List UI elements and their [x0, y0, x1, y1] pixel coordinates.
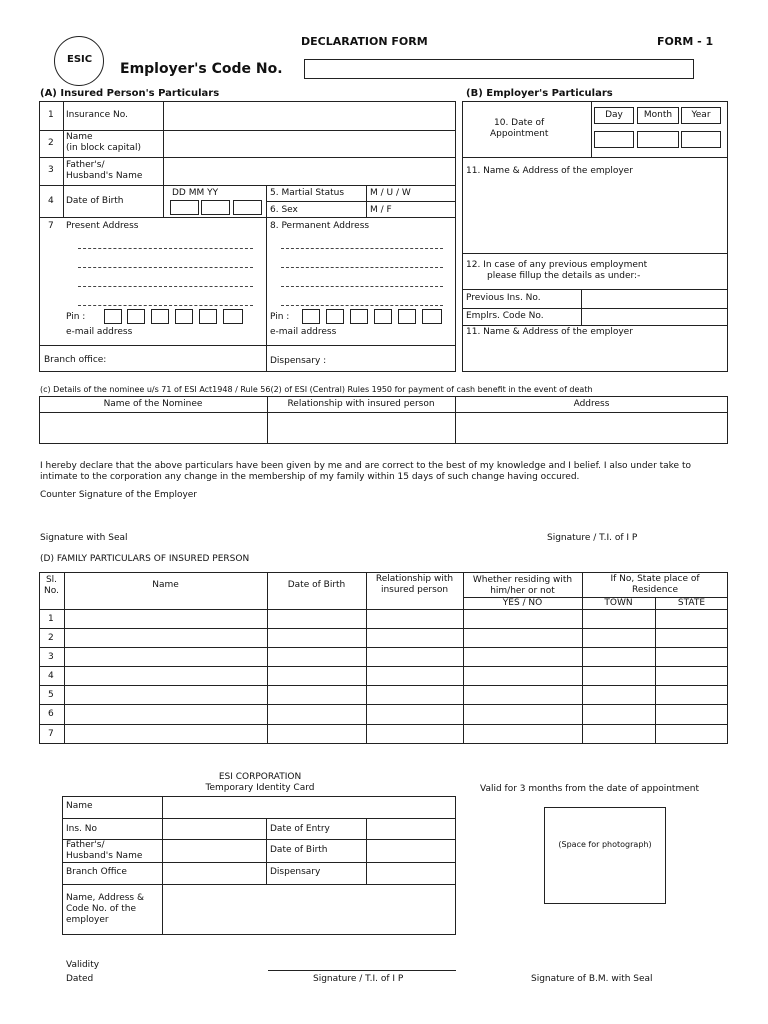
doa-month-header: Month: [637, 107, 679, 124]
nominee-relationship-header: Relationship with insured person: [287, 399, 435, 409]
signature-ip-label: Signature / T.I. of I P: [547, 533, 638, 543]
card-dispensary-field[interactable]: [367, 863, 455, 884]
state-header: STATE: [677, 598, 706, 608]
dob-label: Date of Birth: [66, 196, 124, 206]
doa-day-box[interactable]: [594, 131, 634, 148]
residing-header-2: him/her or not: [490, 586, 555, 596]
permanent-address-line[interactable]: [281, 305, 443, 306]
previous-ins-label: Previous Ins. No.: [466, 293, 541, 303]
previous-ins-field[interactable]: [582, 290, 727, 308]
row-num-7: 7: [48, 221, 54, 231]
card-dob-field[interactable]: [367, 840, 455, 862]
father-label: Father's/: [66, 160, 105, 170]
doa-day-header: Day: [594, 107, 634, 124]
employer-name-address-field[interactable]: [463, 178, 727, 252]
card-dob-label: Date of Birth: [270, 845, 328, 855]
previous-employment-label: 12. In case of any previous employment: [466, 260, 648, 270]
employer-code-field[interactable]: [582, 309, 727, 325]
card-employer-label-2: Code No. of the: [66, 904, 137, 914]
section-d-title: (D) FAMILY PARTICULARS OF INSURED PERSON: [40, 554, 250, 564]
doa-label-sub: Appointment: [490, 129, 549, 139]
dob-yy-box[interactable]: [233, 200, 262, 215]
permanent-pin-box[interactable]: [374, 309, 392, 324]
card-employer-field[interactable]: [163, 885, 455, 934]
town-header: TOWN: [604, 598, 633, 608]
family-row-num: 7: [48, 729, 54, 739]
present-address-line[interactable]: [78, 267, 253, 268]
logo-text: ESIC: [67, 54, 93, 65]
yes-no-header: YES / NO: [502, 598, 543, 608]
permanent-email-label: e-mail address: [270, 327, 337, 337]
card-father-label: Father's/: [66, 840, 105, 850]
card-entry-field[interactable]: [367, 819, 455, 839]
family-row-num: 3: [48, 652, 54, 662]
section-b-title: (B) Employer's Particulars: [466, 88, 613, 99]
name-field[interactable]: [164, 131, 455, 157]
previous-employer-label: 11. Name & Address of the employer: [466, 327, 633, 337]
dob-dd-box[interactable]: [170, 200, 199, 215]
name-label-sub: (in block capital): [66, 143, 142, 153]
no-header: No.: [44, 586, 59, 596]
family-dob-header: Date of Birth: [287, 580, 346, 590]
employer-code-label: Emplrs. Code No.: [466, 311, 544, 321]
photo-label: (Space for photograph): [558, 840, 652, 849]
row-num-3: 3: [48, 165, 54, 175]
present-email-label: e-mail address: [66, 327, 133, 337]
permanent-pin-box[interactable]: [326, 309, 344, 324]
present-pin-box[interactable]: [104, 309, 122, 324]
nominee-name-header: Name of the Nominee: [103, 399, 203, 409]
esic-logo: [54, 36, 104, 86]
card-dispensary-label: Dispensary: [270, 867, 321, 877]
card-name-label: Name: [66, 801, 93, 811]
name-label: Name: [66, 132, 93, 142]
card-father-field[interactable]: [163, 840, 265, 862]
family-relationship-header: Relationship with: [375, 574, 454, 584]
form-number: FORM - 1: [657, 35, 714, 48]
card-validity-note: Valid for 3 months from the date of appointment: [480, 784, 699, 794]
present-pin-label: Pin :: [66, 312, 86, 322]
father-label-sub: Husband's Name: [66, 171, 143, 181]
employer-name-address-label: 11. Name & Address of the employer: [466, 166, 633, 176]
sex-options[interactable]: M / F: [370, 205, 392, 215]
employers-code-label: Employer's Code No.: [120, 61, 283, 77]
residing-header: Whether residing with: [472, 575, 573, 585]
section-c-title: (c) Details of the nominee u/s 71 of ESI Act1948 / Rule 56(2) of ESI (Central) Rules 1950 for payment of cash benefit in the event of death: [40, 385, 593, 394]
permanent-address-line[interactable]: [281, 286, 443, 287]
doa-year-box[interactable]: [681, 131, 721, 148]
permanent-pin-box[interactable]: [302, 309, 320, 324]
present-address-label: Present Address: [66, 221, 139, 231]
permanent-address-line[interactable]: [281, 248, 443, 249]
row-num-2: 2: [48, 138, 54, 148]
family-relationship-header-2: insured person: [380, 585, 449, 595]
employers-code-field[interactable]: [304, 59, 694, 79]
card-father-label-2: Husband's Name: [66, 851, 143, 861]
present-address-line[interactable]: [78, 248, 253, 249]
declaration-line-1: I hereby declare that the above particulars have been given by me and are correct to the best of my knowledge and I belief. I also under take to: [40, 461, 691, 471]
card-branch-label: Branch Office: [66, 867, 127, 877]
declaration-line-2: intimate to the corporation any change in the membership of my family within 15 days of such change having occured.: [40, 472, 580, 482]
row-num-1: 1: [48, 110, 54, 120]
doa-year-header: Year: [681, 107, 721, 124]
card-branch-field[interactable]: [163, 863, 265, 884]
dispensary-label: Dispensary :: [270, 356, 327, 366]
nominee-name-cell[interactable]: [40, 413, 266, 443]
permanent-pin-box[interactable]: [350, 309, 368, 324]
row-num-4: 4: [48, 196, 54, 206]
nominee-address-header: Address: [573, 399, 610, 409]
card-sig-ip-label: Signature / T.I. of I P: [313, 974, 404, 984]
previous-employment-sub: please fillup the details as under:-: [487, 271, 641, 281]
photo-box[interactable]: [544, 807, 666, 904]
permanent-pin-label: Pin :: [270, 312, 290, 322]
form-title: DECLARATION FORM: [301, 35, 428, 48]
card-name-field[interactable]: [163, 797, 455, 818]
present-address-line[interactable]: [78, 286, 253, 287]
nominee-address-cell[interactable]: [456, 413, 727, 443]
card-sig-bm-label: Signature of B.M. with Seal: [531, 974, 653, 984]
sl-header: Sl.: [45, 575, 58, 585]
present-pin-box[interactable]: [199, 309, 217, 324]
dob-header: DD MM YY: [172, 188, 219, 198]
marital-label: 5. Martial Status: [270, 188, 345, 198]
signature-with-seal-label: Signature with Seal: [40, 533, 128, 543]
insurance-no-field[interactable]: [164, 102, 455, 130]
section-a-title: (A) Insured Person's Particulars: [40, 88, 220, 99]
insurance-no-label: Insurance No.: [66, 110, 128, 120]
card-ins-label: Ins. No: [66, 824, 98, 834]
family-row-num: 6: [48, 709, 54, 719]
permanent-address-label: 8. Permanent Address: [270, 221, 370, 231]
doa-label: 10. Date of: [494, 118, 545, 128]
signature-line: [268, 970, 456, 971]
card-org: ESI CORPORATION: [218, 772, 302, 782]
dob-mm-box[interactable]: [201, 200, 230, 215]
permanent-pin-box[interactable]: [422, 309, 442, 324]
residence-header-2: Residence: [631, 585, 678, 595]
validity-label: Validity: [66, 960, 100, 970]
card-employer-label: Name, Address &: [66, 893, 144, 903]
counter-signature-label: Counter Signature of the Employer: [40, 490, 198, 500]
branch-office-label: Branch office:: [44, 355, 107, 365]
doa-month-box[interactable]: [637, 131, 679, 148]
family-row-num: 2: [48, 633, 54, 643]
card-employer-label-3: employer: [66, 915, 109, 925]
present-pin-box[interactable]: [223, 309, 243, 324]
present-pin-box[interactable]: [127, 309, 145, 324]
dated-label: Dated: [66, 974, 94, 984]
card-subtitle: Temporary Identity Card: [205, 783, 315, 793]
family-name-header: Name: [152, 580, 179, 590]
permanent-address-line[interactable]: [281, 267, 443, 268]
family-row-num: 1: [48, 614, 54, 624]
card-entry-label: Date of Entry: [270, 824, 330, 834]
family-row-num: 4: [48, 671, 54, 681]
permanent-pin-box[interactable]: [398, 309, 416, 324]
marital-options[interactable]: M / U / W: [370, 188, 411, 198]
nominee-relationship-cell[interactable]: [268, 413, 454, 443]
present-pin-box[interactable]: [175, 309, 193, 324]
present-address-line[interactable]: [78, 305, 253, 306]
residence-header: If No, State place of: [610, 574, 700, 584]
sex-label: 6. Sex: [270, 205, 298, 215]
family-row-num: 5: [48, 690, 54, 700]
present-pin-box[interactable]: [151, 309, 169, 324]
card-ins-field[interactable]: [163, 819, 265, 839]
father-field[interactable]: [164, 158, 455, 185]
